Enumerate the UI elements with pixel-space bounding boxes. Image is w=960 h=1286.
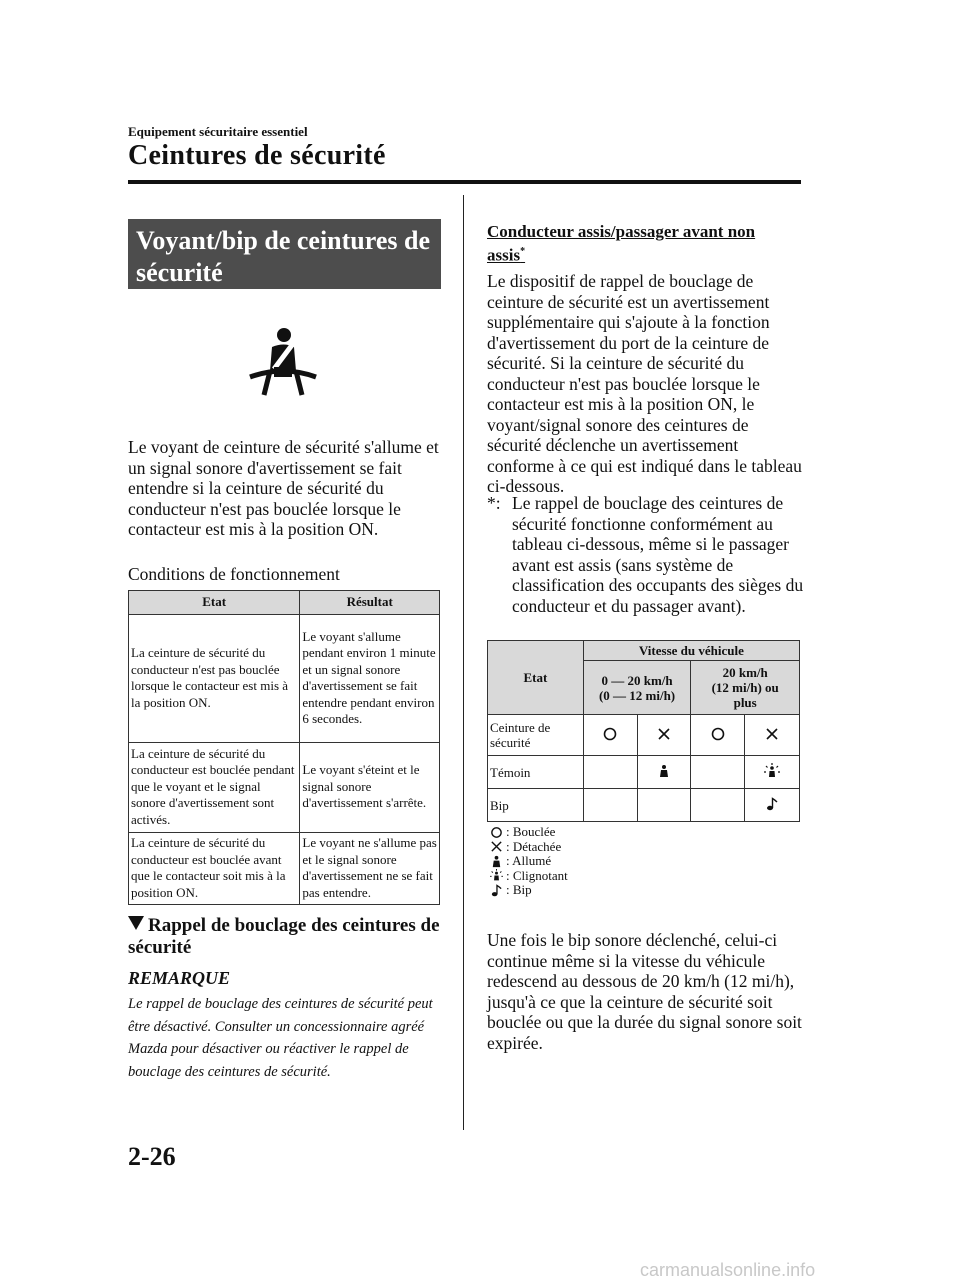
speed-table xyxy=(487,640,800,822)
subsection-heading xyxy=(128,915,448,959)
header-rule xyxy=(128,180,801,184)
footnote-text: Le rappel de bouclage des ceintures de sécurité fonctionne conformément au tableau ci-dessous, même si le passager avant est assis (sans système de classification des occupants des sièges du conducteur et du passager avant). xyxy=(512,493,804,616)
section-label: Equipement sécuritaire essentiel xyxy=(128,124,308,139)
right-paragraph: Le dispositif de rappel de bouclage de ceinture de sécurité est un avertissement supplémentaire qui s'ajoute à la fonction d'avertissement du port de la ceinture de sécurité. Si la ceinture de sécurité du conducteur n'est pas bouclée lorsque le contacteur est mis à la position ON, le voyant/signal sonore des ceintures de sécurité déclenche un avertissement conforme à ce qui est indiqué dans le tableau ci-dessous. xyxy=(487,271,802,496)
table-header-row xyxy=(129,591,440,615)
legend-label: : Allumé xyxy=(506,853,552,868)
table-cell: La ceinture de sécurité du conducteur n'est pas bouclée lorsque le contacteur est mis à la position ON. xyxy=(129,614,300,742)
table-row xyxy=(129,614,440,742)
conditions-table xyxy=(128,590,440,905)
empty-cell xyxy=(583,789,637,822)
row-label: Témoin xyxy=(488,756,584,789)
unbuckled-icon xyxy=(745,715,800,756)
conditions-label: Conditions de fonctionnement xyxy=(128,564,340,584)
page-number: 2-26 xyxy=(128,1142,176,1171)
table-row xyxy=(129,832,440,904)
row-label: Bip xyxy=(488,789,584,822)
unbuckled-icon xyxy=(490,840,503,853)
note-text: Le rappel de bouclage des ceintures de sécurité peut être désactivé. Consulter un concessionnaire agréé Mazda pour désactiver ou réactiver le rappel de bouclage des ceintures de sécurité. xyxy=(128,996,433,1080)
speed-header: Vitesse du véhicule xyxy=(583,641,799,661)
table-header: Etat xyxy=(129,591,300,615)
right-heading-text: Conducteur assis/passager avant non assis xyxy=(487,222,756,265)
subsection-heading-text: Rappel de bouclage des ceintures de sécurité xyxy=(128,915,440,958)
right-paragraph-2: Une fois le bip sonore déclenché, celui-ci continue même si la vitesse du véhicule redescend au dessous de 20 km/h (12 mi/h), jusqu'à ce que la ceinture de sécurité soit bouclée ou que la durée du signal sonore soit expirée. xyxy=(487,930,802,1053)
indicator-flashing-icon xyxy=(490,869,503,882)
unbuckled-icon xyxy=(637,715,691,756)
table-row xyxy=(129,742,440,832)
section-banner: Voyant/bip de ceintures de sécurité xyxy=(128,219,441,289)
legend-label: : Bip xyxy=(506,882,532,897)
indicator-on-icon xyxy=(490,855,503,868)
table-header: Résultat xyxy=(300,591,440,615)
table-cell: Le voyant s'éteint et le signal sonore d'avertissement s'arrête. xyxy=(300,742,440,832)
column-divider xyxy=(463,195,464,1130)
legend-label: : Bouclée xyxy=(506,824,556,839)
table-row xyxy=(488,789,800,822)
beep-icon xyxy=(490,884,503,897)
buckled-icon xyxy=(490,826,503,839)
speed-low-header: 0 — 20 km/h (0 — 12 mi/h) xyxy=(583,661,691,715)
etat-header: Etat xyxy=(488,641,584,715)
buckled-icon xyxy=(691,715,745,756)
footnote-mark: *: xyxy=(487,493,501,513)
empty-cell xyxy=(691,756,745,789)
symbol-legend xyxy=(490,825,568,898)
indicator-on-icon xyxy=(637,756,691,789)
table-row xyxy=(488,715,800,756)
table-row xyxy=(488,756,800,789)
watermark: carmanualsonline.info xyxy=(640,1260,816,1280)
footnote xyxy=(487,493,807,633)
speed-high-header: 20 km/h (12 mi/h) ou plus xyxy=(691,661,800,715)
empty-cell xyxy=(583,756,637,789)
note-title: REMARQUE xyxy=(128,968,231,988)
asterisk-mark: * xyxy=(520,246,526,257)
buckled-icon xyxy=(583,715,637,756)
triangle-bullet-icon xyxy=(128,916,144,930)
empty-cell xyxy=(637,789,691,822)
page-title: Ceintures de sécurité xyxy=(128,140,386,171)
beep-icon xyxy=(745,789,800,822)
table-cell: Le voyant s'allume pendant environ 1 minute et un signal sonore d'avertissement se fait entendre pendant environ 6 secondes. xyxy=(300,614,440,742)
right-heading xyxy=(487,222,787,266)
seatbelt-warning-icon xyxy=(248,327,318,397)
legend-label: : Détachée xyxy=(506,838,562,854)
table-cell: La ceinture de sécurité du conducteur est bouclée pendant que le voyant et le signal sonore d'avertissement sont activés. xyxy=(129,742,300,832)
table-cell: La ceinture de sécurité du conducteur est bouclée avant que le contacteur soit mis à la position ON. xyxy=(129,832,300,904)
row-label: Ceinture de sécurité xyxy=(488,715,584,756)
table-cell: Le voyant ne s'allume pas et le signal sonore d'avertissement ne se fait pas entendre. xyxy=(300,832,440,904)
intro-paragraph: Le voyant de ceinture de sécurité s'allume et un signal sonore d'avertissement se fait entendre si la ceinture de sécurité du conducteur n'est pas bouclée lorsque le contacteur est mis à la position ON. xyxy=(128,437,439,539)
indicator-flashing-icon xyxy=(745,756,800,789)
empty-cell xyxy=(691,789,745,822)
legend-label: : Clignotant xyxy=(506,867,568,883)
